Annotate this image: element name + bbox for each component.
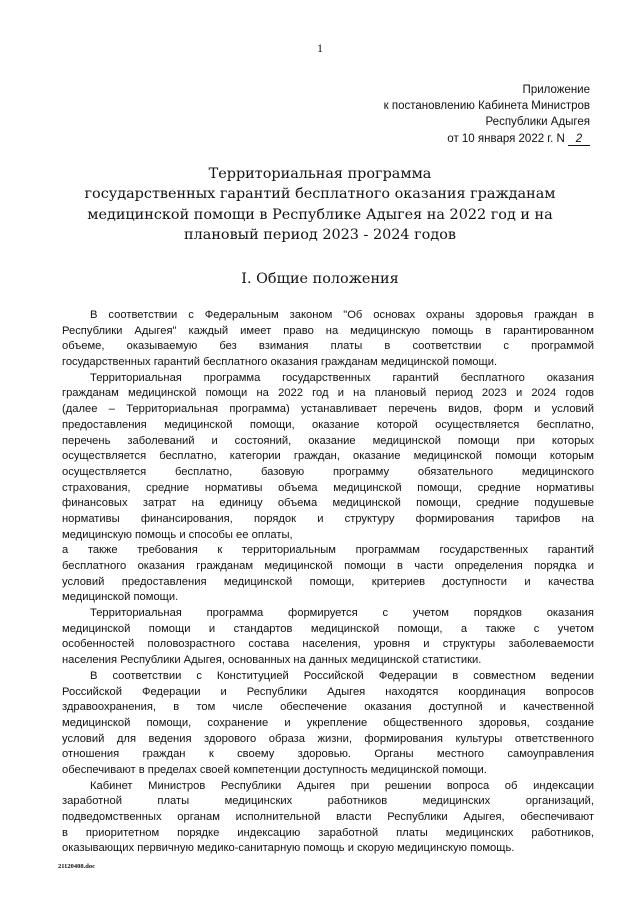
- appendix-line: Приложение: [522, 84, 590, 96]
- body-line: здравоохранения, в том числе обеспечение оказания доступной и качественной: [62, 701, 594, 714]
- body-line: финансовых затрат на единицу объема медицинской помощи, средние подушевые: [62, 497, 594, 510]
- body-line: медицинскую помощь и способы ее оплаты,: [62, 528, 293, 541]
- body-line: осуществляется бесплатно, категории граждан, оказание медицинской помощи которым: [62, 450, 594, 463]
- body-text: [62, 308, 594, 857]
- body-line: гражданам медицинской помощи на 2022 год и на плановый период 2023 и 2024 годов: [62, 387, 594, 400]
- appendix-date: от 10 января 2022 г. N: [447, 132, 565, 145]
- body-line: В соответствии с Федеральным законом "Об основах охраны здоровья граждан в: [90, 309, 594, 321]
- title-line: государственных гарантий бесплатного оказания гражданам: [84, 186, 556, 203]
- appendix-date-line: [384, 131, 590, 147]
- body-line: оказывающих первичную медико-санитарную помощь и скорую медицинскую помощь.: [62, 842, 515, 855]
- body-line: объеме, оказываемую без взимания платы в соответствии с программой: [62, 340, 594, 353]
- document-title: [40, 164, 600, 246]
- section-heading: I. Общие положения: [241, 271, 399, 287]
- title-line: медицинской помощи в Республике Адыгея на 2022 год и на: [87, 206, 553, 223]
- body-line: осуществляется бесплатно, базовую программу обязательного медицинского: [62, 465, 594, 478]
- body-line: (далее – Территориальная программа) устанавливает перечень видов, форм и условий: [62, 403, 594, 416]
- body-line: заработной платы медицинских работников медицинских организаций,: [62, 795, 594, 808]
- body-line: населения Республики Адыгея, основанных на данных медицинской статистики.: [62, 654, 482, 667]
- body-line: особенностей половозрастного состава населения, уровня и структуры заболеваемости: [62, 638, 594, 651]
- body-line: Кабинет Министров Республики Адыгея при решении вопроса об индексации: [90, 779, 594, 792]
- page-number: 1: [317, 41, 323, 55]
- body-line: бесплатного оказания гражданам медицинской помощи в части определения порядка и: [62, 560, 594, 572]
- body-line: Российской Федерации и Республики Адыгея находятся координация вопросов: [62, 685, 594, 698]
- appendix-block: [384, 82, 590, 147]
- body-line: условий для ведения здорового образа жизни, формирования культуры ответственного: [62, 732, 594, 745]
- document-number: 2: [568, 133, 590, 146]
- title-line: плановый период 2023 - 2024 годов: [184, 227, 456, 244]
- appendix-line: к постановлению Кабинета Министров: [383, 100, 590, 113]
- body-line: Территориальная программа формируется с учетом порядков оказания: [90, 607, 594, 620]
- body-line: условий предоставления медицинской помощи, критериев доступности и качества: [62, 575, 594, 588]
- body-line: нормативы финансирования, порядок и структуру формирования тарифов на: [62, 512, 594, 525]
- body-line: в приоритетном порядке индексацию заработной платы медицинских работников,: [62, 826, 594, 839]
- body-line: Республики Адыгея" каждый имеет право на медицинскую помощь в гарантированном: [62, 324, 594, 337]
- body-line: предоставления медицинской помощи, оказание которой осуществляется бесплатно,: [62, 418, 594, 431]
- body-line: Территориальная программа государственных гарантий бесплатного оказания: [90, 371, 594, 384]
- body-line: медицинской помощи, сохранение и укрепление общественного здоровья, создание: [62, 716, 594, 729]
- body-line: а также требования к территориальным программам государственных гарантий: [62, 544, 594, 557]
- title-line: Территориальная программа: [208, 166, 432, 182]
- body-line: медицинской помощи.: [62, 591, 179, 604]
- body-line: государственных гарантий бесплатного оказания гражданам медицинской помощи.: [62, 356, 498, 369]
- body-line: обеспечивают в пределах своей компетенции доступность медицинской помощи.: [62, 763, 487, 776]
- body-line: страхования, средние нормативы объема медицинской помощи, средние нормативы: [62, 481, 594, 494]
- footer-file-code: 21120408.doc: [58, 863, 96, 870]
- body-line: медицинской помощи и стандартов медицинской помощи, а также с учетом: [62, 622, 594, 635]
- appendix-line: Республики Адыгея: [485, 116, 590, 129]
- body-line: отношения граждан к своему здоровью. Органы местного самоуправления: [62, 748, 594, 761]
- body-line: перечень заболеваний и состояний, оказание медицинской помощи при которых: [62, 434, 594, 447]
- body-line: подведомственных органам исполнительной власти Республики Адыгея, обеспечивают: [62, 811, 594, 823]
- body-line: В соответствии с Конституцией Российской Федерации в совместном ведении: [90, 669, 594, 682]
